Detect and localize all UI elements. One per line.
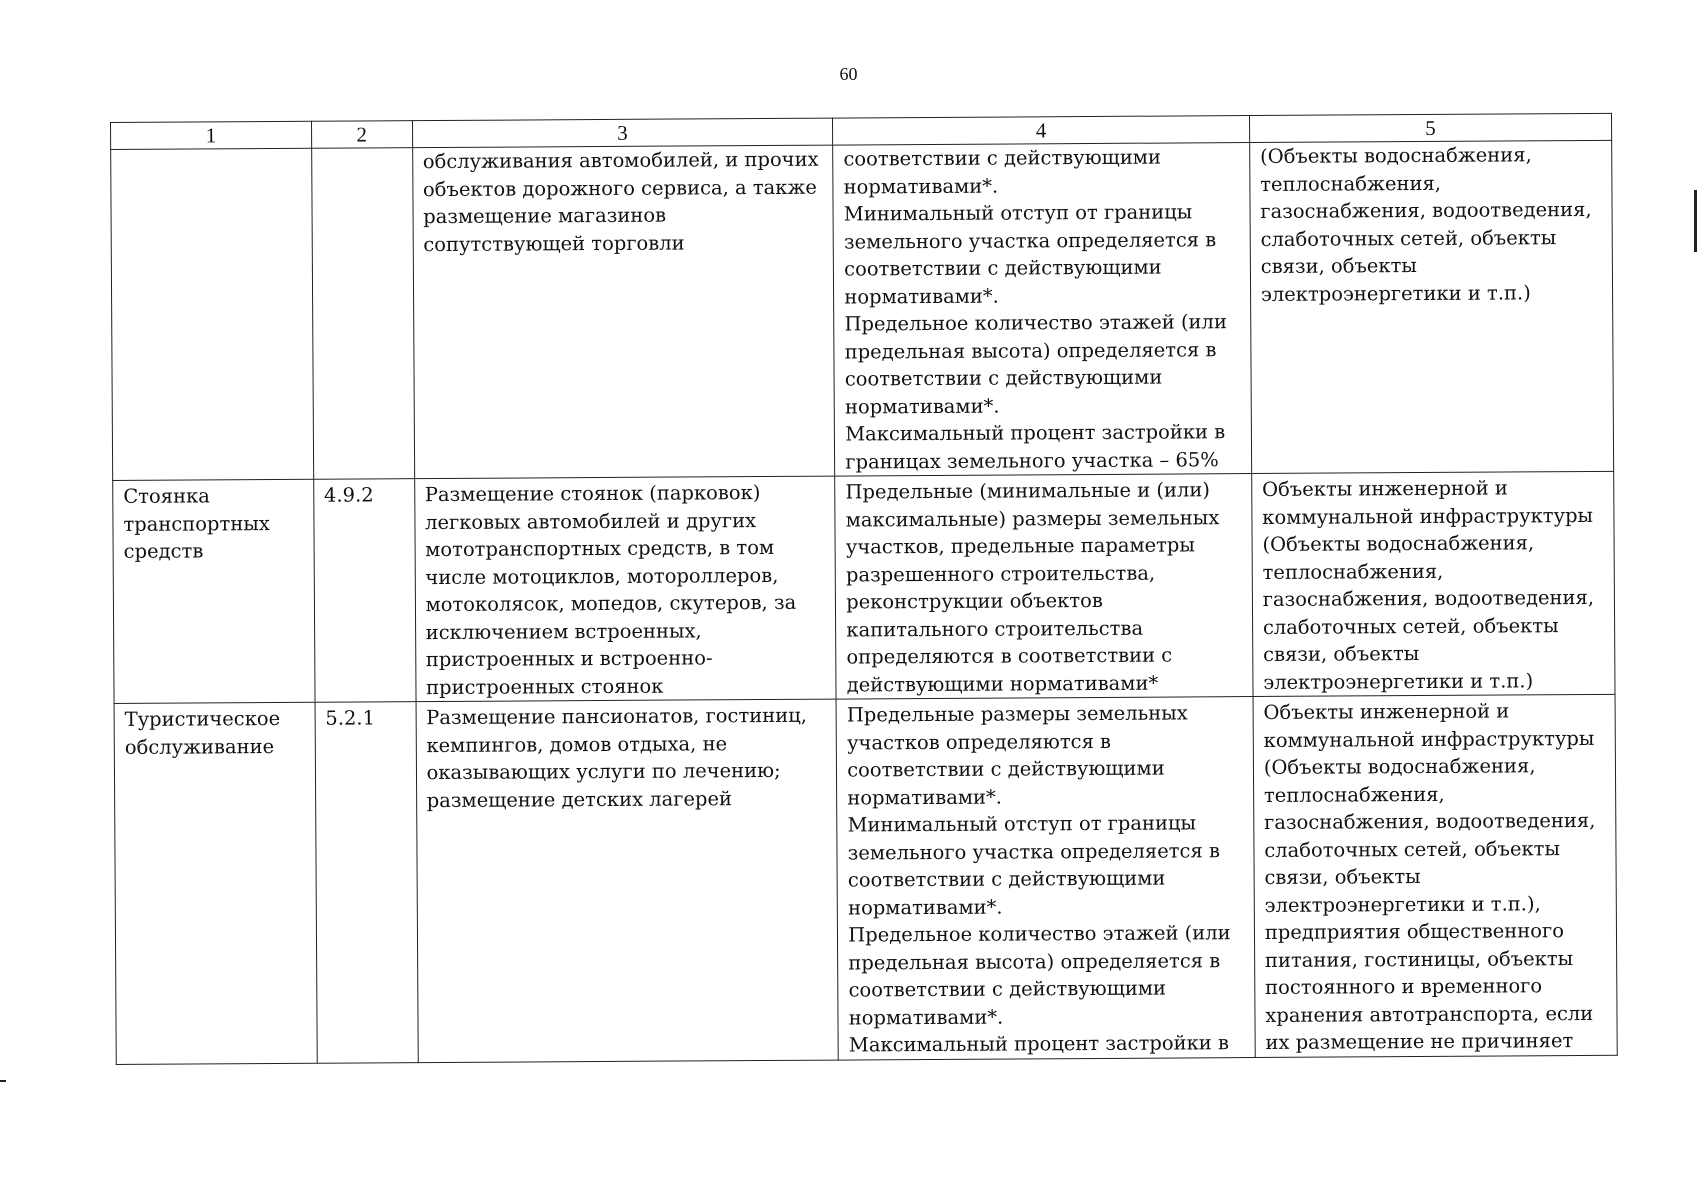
auxiliary-uses: Объекты инженерной и коммунальной инфраструктуры (Объекты водоснабжения, теплоснабжения, газоснабжения, водоотведения, слаботочных сетей, объекты связи, объекты электроэнергетики и т.п.) xyxy=(1251,471,1615,696)
use-type-code: 4.9.2 xyxy=(313,479,415,703)
table-row xyxy=(114,694,1617,1064)
land-use-table xyxy=(110,113,1618,1065)
table-row xyxy=(111,140,1614,480)
table-row xyxy=(113,471,1615,703)
use-type-name xyxy=(111,148,314,480)
use-type-name: Туристическое обслуживание xyxy=(114,702,317,1064)
auxiliary-uses: Объекты инженерной и коммунальной инфраструктуры (Объекты водоснабжения, теплоснабжения, газоснабжения, водоотведения, слаботочных сетей, объекты связи, объекты электроэнергетики и т.п.), предприятия общественного питания, гостиницы, объекты постоянного и временного хранения автотранспорта, если их размещение не причиняет xyxy=(1253,694,1617,1057)
building-parameters: Предельные размеры земельных участков определяются в соответствии с действующими нормативами*. Минимальный отступ от границы земельного участка определяется в соответствии с действующими нормативами*. Предельное количество этажей (или предельная высота) определяется в соответствии с действующими нормативами*. Максимальный процент застройки в xyxy=(836,697,1255,1060)
building-parameters: соответствии с действующими нормативами*. Минимальный отступ от границы земельного участка определяется в соответствии с действующими нормативами*. Предельное количество этажей (или предельная высота) определяется в соответствии с действующими нормативами*. Максимальный процент застройки в границах земельного участка – 65% xyxy=(833,143,1252,477)
use-type-description: обслуживания автомобилей, и прочих объектов дорожного сервиса, а также размещение магазинов сопутствующей торговли xyxy=(412,145,835,479)
column-header-4: 4 xyxy=(833,116,1250,146)
use-type-code: 5.2.1 xyxy=(315,702,418,1063)
column-header-3: 3 xyxy=(412,118,833,148)
column-header-1: 1 xyxy=(111,121,312,149)
auxiliary-uses: (Объекты водоснабжения, теплоснабжения, газоснабжения, водоотведения, слаботочных сетей, объекты связи, объекты электроэнергетики и т.п.) xyxy=(1249,140,1613,473)
use-type-description: Размещение стоянок (парковок) легковых автомобилей и других мототранспортных средств, в том числе мотоциклов, мотороллеров, мотоколясок, мопедов, скутеров, за исключением встроенных, пристроенных и встроенно- пристроенных стоянок xyxy=(414,476,836,702)
use-type-name: Стоянка транспортных средств xyxy=(113,479,315,703)
column-header-2: 2 xyxy=(311,121,412,149)
use-type-code xyxy=(311,148,414,480)
page-number: 60 xyxy=(839,64,858,84)
scan-edge-mark xyxy=(0,1080,6,1082)
column-header-5: 5 xyxy=(1249,113,1611,142)
building-parameters: Предельные (минимальные и (или) максимальные) размеры земельных участков, предельные параметры разрешенного строительства, реконструкции объектов капитального строительства определяются в соответствии с действующими нормативами* xyxy=(835,474,1253,700)
use-type-description: Размещение пансионатов, гостиниц, кемпингов, домов отдыха, не оказывающих услуги по лечению; размещение детских лагерей xyxy=(416,699,839,1062)
